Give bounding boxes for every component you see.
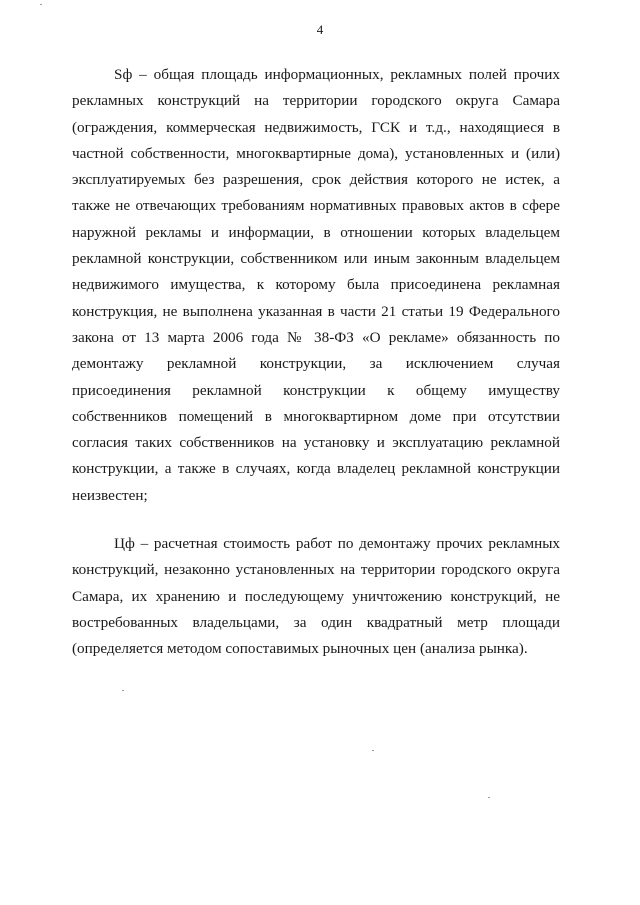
paragraph-tsf-definition: Цф – расчетная стоимость работ по демонтажу прочих рекламных конструкций, незаконно установленных на территории городского округа Самара, их хранению и последующему уничтожению конструкций, не востребованных владельцами, за один квадратный метр площади (определяется методом сопоставимых рыночных цен (анализа рынка). xyxy=(72,535,560,658)
scan-speck xyxy=(40,4,42,5)
paragraph-sf-definition: Sф – общая площадь информационных, рекламных полей прочих рекламных конструкций на территории городского округа Самара (ограждения, коммерческая недвижимость, ГСК и т.д., находящиеся в частной собственности, многоквартирные дома), установленных и (или) эксплуатируемых без разрешения, срок действия которого не истек, а также не отвечающих требованиям нормативных правовых актов в сфере наружной рекламы и информации, в отношении которых владельцем рекламной конструкции, собственником или иным законным владельцем недвижимого имущества, к которому была присоединена рекламная конструкция, не выполнена указанная в части 21 статьи 19 Федерального закона от 13 марта 2006 года № 38-ФЗ «О рекламе» обязанность по демонтажу рекламной конструкции, за исключением случая присоединения рекламной конструкции к общему имуществу собственников помещений в многоквартирном доме при отсутствии согласия таких собственников на установку и эксплуатацию рекламной конструкции, а также в случаях, когда владелец рекламной конструкции неизвестен; xyxy=(72,66,560,504)
scan-speck xyxy=(372,750,374,751)
page-number: 4 xyxy=(316,22,324,37)
scan-speck xyxy=(488,797,490,798)
scan-speck xyxy=(122,690,124,691)
